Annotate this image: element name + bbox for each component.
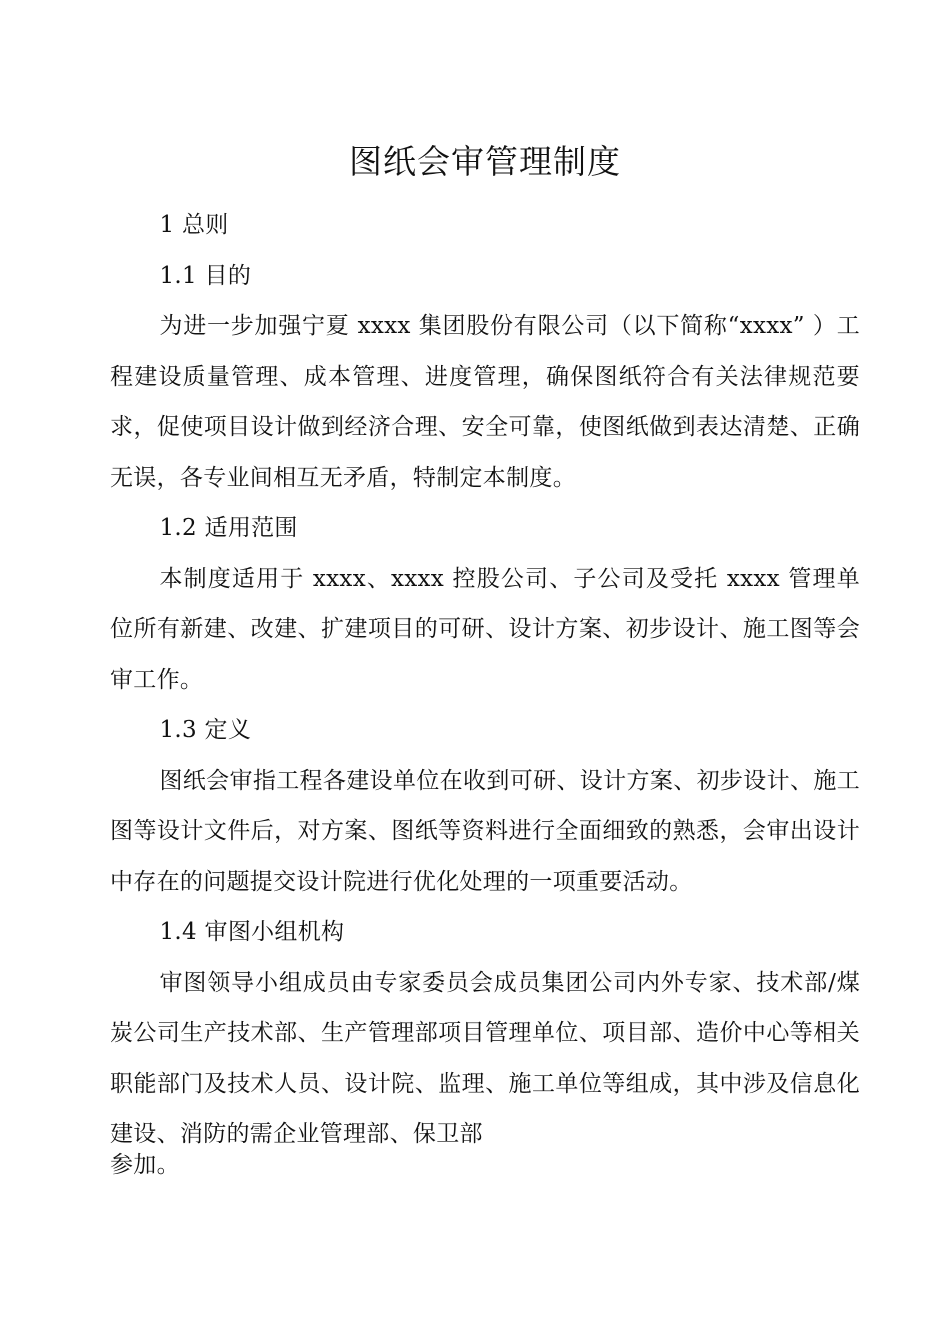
document-body <box>110 200 860 1184</box>
document-title: 图纸会审管理制度 <box>349 142 621 181</box>
section-heading-team: 1.4 审图小组机构 <box>159 919 345 945</box>
section-heading-general: 1 总则 <box>159 212 229 238</box>
paragraph-scope: 本制度适用于 xxxx、xxxx 控股公司、子公司及受托 xxxx 管理单位所有新建、改建、扩建项目的可研、设计方案、初步设计、施工图等会审工作。 <box>110 565 860 693</box>
section-heading-scope: 1.2 适用范围 <box>159 515 298 541</box>
paragraph-definition: 图纸会审指工程各建设单位在收到可研、设计方案、初步设计、施工图等设计文件后，对方案、图纸等资料进行全面细致的熟悉，会审出设计中存在的问题提交设计院进行优化处理的一项重要活动。 <box>110 767 860 895</box>
paragraph-team-tail: 参加。 <box>110 1151 180 1178</box>
section-heading-purpose: 1.1 目的 <box>159 262 252 289</box>
paragraph-purpose: 为进一步加强宁夏 xxxx 集团股份有限公司（以下简称“xxxx” ）工程建设质量管理、成本管理、进度管理，确保图纸符合有关法律规范要求，促使项目设计做到经济合理、安全可靠，使图纸做到表达清楚、正确无误，各专业间相互无矛盾，特制定本制度。 <box>110 313 860 491</box>
paragraph-team: 审图领导小组成员由专家委员会成员集团公司内外专家、技术部/煤炭公司生产技术部、生产管理部项目管理单位、项目部、造价中心等相关职能部门及技术人员、设计院、监理、施工单位等组成，其中涉及信息化建设、消防的需企业管理部、保卫部 <box>110 969 860 1147</box>
section-heading-definition: 1.3 定义 <box>159 717 252 743</box>
